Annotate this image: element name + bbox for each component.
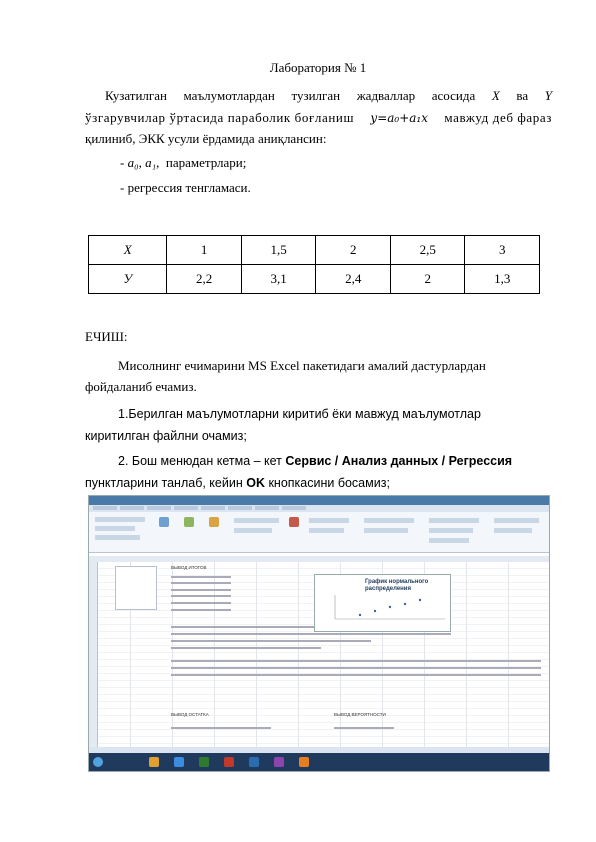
table-row-label: X	[89, 236, 167, 265]
ok-button-label: OK	[246, 476, 265, 490]
windows-taskbar	[89, 753, 549, 771]
ribbon-icon	[209, 517, 219, 527]
variable-x: X	[491, 88, 500, 103]
intro-line-2	[85, 107, 552, 129]
intro-text: мавжуд деб фараз	[444, 110, 552, 125]
taskbar-app-icon	[274, 757, 284, 767]
ribbon-icon	[289, 517, 299, 527]
taskbar-app-icon	[174, 757, 184, 767]
chart-title: График нормального распределения	[365, 579, 429, 592]
intro-word: маълумотлардан	[183, 88, 275, 103]
intro-text: ўзгарувчилар ўртасида параболик боғланиш	[85, 110, 355, 125]
intro-line-3: қилиниб, ЭКК усули ёрдамида аниқлансин:	[85, 131, 327, 146]
chart-plot	[315, 575, 450, 631]
start-icon	[93, 757, 103, 767]
table-row	[89, 265, 540, 294]
taskbar-app-icon	[149, 757, 159, 767]
normal-probability-chart	[314, 574, 451, 632]
step1-line2: киритилган файлни очамиз;	[85, 429, 247, 443]
step1-line1: 1.Берилган маълумотларни киритиб ёки мавжуд маълумотлар	[118, 407, 481, 421]
intro-word: тузилган	[291, 88, 341, 103]
bullet-regression: - регрессия тенгламаси.	[120, 180, 251, 195]
menu-path: Сервис / Анализ данных / Регрессия	[285, 454, 513, 468]
excel-row-headers	[89, 562, 98, 747]
excel-ribbon	[89, 512, 549, 553]
parameters-symbols: a₀, a₁,	[127, 155, 160, 170]
bullet-dash: -	[120, 155, 128, 170]
excel-section-summary: ВЫВОД ИТОГОВ	[171, 565, 207, 570]
excel-ribbon-tabs	[89, 505, 549, 512]
solution-heading: ЕЧИШ:	[85, 329, 128, 344]
intro-word: асосида	[431, 88, 476, 103]
table-cell: 2,2	[167, 265, 242, 294]
excel-section-residuals: ВЫВОД ОСТАТКА	[171, 712, 209, 717]
taskbar-app-icon	[199, 757, 209, 767]
table-cell: 2,4	[316, 265, 391, 294]
bullet-parameters	[120, 152, 246, 173]
regression-formula: y=a₀+a₁x	[370, 111, 429, 125]
intro-line-1	[105, 85, 552, 106]
table-cell: 2	[390, 265, 465, 294]
table-cell: 2	[316, 236, 391, 265]
intro-word: ва	[516, 88, 529, 103]
step2-text: 2. Бош менюдан кетма – кет	[118, 454, 286, 468]
ribbon-icon	[184, 517, 194, 527]
bullet-text: параметрлари;	[159, 155, 247, 170]
table-cell: 1,5	[241, 236, 316, 265]
table-cell: 1	[167, 236, 242, 265]
table-row	[89, 236, 540, 265]
excel-screenshot	[88, 495, 550, 772]
step2-text: кнопкасини босамиз;	[264, 476, 390, 490]
intro-word: Кузатилган	[105, 88, 167, 103]
table-cell: 2,5	[390, 236, 465, 265]
intro-word: жадваллар	[356, 88, 416, 103]
table-cell: 3	[465, 236, 540, 265]
taskbar-app-icon	[224, 757, 234, 767]
excel-titlebar	[89, 496, 549, 505]
ribbon-icon	[159, 517, 169, 527]
excel-section-probability: ВЫВОД ВЕРОЯТНОСТИ	[334, 712, 386, 717]
step2-line2	[85, 472, 390, 494]
solution-p1-line1: Мисолнинг ечимарини MS Excel пакетидаги амалий дастурлардан	[118, 358, 486, 373]
page-title: Лаборатория № 1	[269, 60, 367, 75]
step2-text: пунктларини танлаб, кейин	[85, 476, 247, 490]
taskbar-app-icon	[249, 757, 259, 767]
table-cell: 3,1	[241, 265, 316, 294]
table-row-label: У	[89, 265, 167, 294]
table-cell: 1,3	[465, 265, 540, 294]
solution-p1-line2: фойдаланиб ечамиз.	[85, 379, 197, 394]
variable-y: Y	[544, 88, 552, 103]
taskbar-app-icon	[299, 757, 309, 767]
data-table	[88, 235, 540, 294]
step2-line1	[118, 450, 512, 472]
